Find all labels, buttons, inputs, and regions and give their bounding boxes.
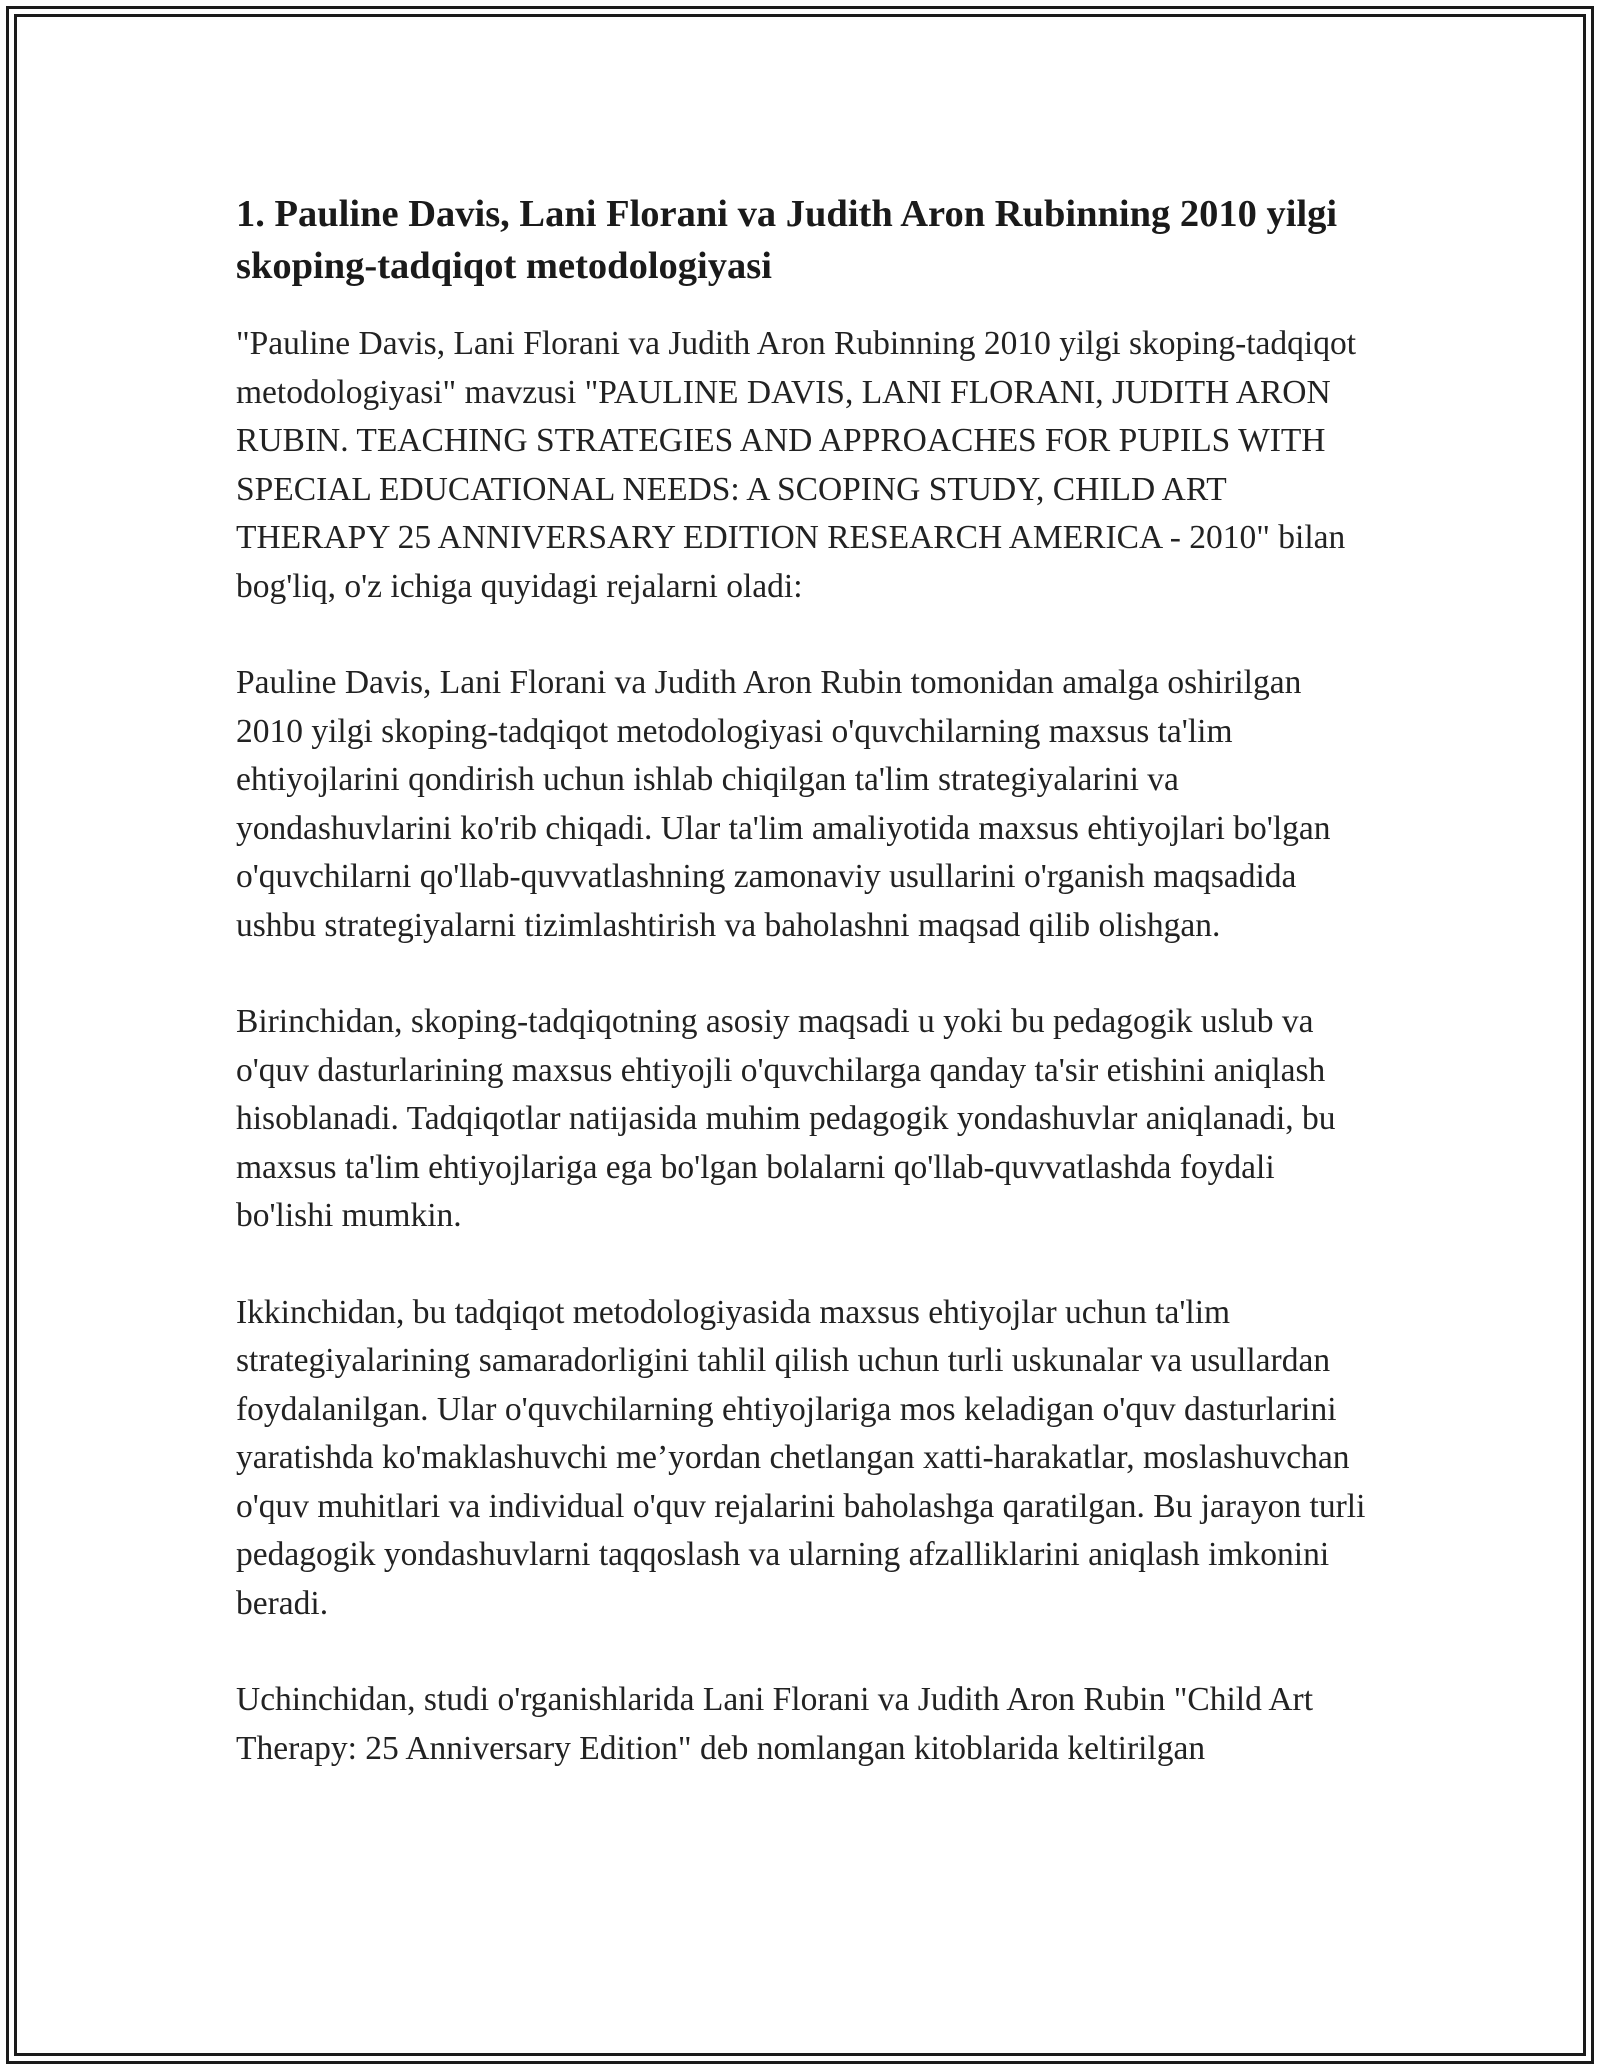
paragraph-first: Birinchidan, skoping-tadqiqotning asosiy maqsadi u yoki bu pedagogik uslub va o'quv dasturlarining maxsus ehtiyojli o'quvchilarga qanday ta'sir etishini aniqlash hisoblanadi. Tadqiqotlar natijasida muhim pedagogik yondashuvlar aniqlanadi, bu maxsus ta'lim ehtiyojlariga ega bo'lgan bolalarni qo'llab-quvvatlashda foydali bo'lishi mumkin. (236, 1003, 1336, 1234)
section-heading: 1. Pauline Davis, Lani Florani va Judith Aron Rubinning 2010 yilgi skoping-tadqiqot metodologiyasi (236, 193, 1338, 287)
paragraph-overview: Pauline Davis, Lani Florani va Judith Aron Rubin tomonidan amalga oshirilgan 2010 yilgi skoping-tadqiqot metodologiyasi o'quvchilarning maxsus ta'lim ehtiyojlarini qondirish uchun ishlab chiqilgan ta'lim strategiyalarini va yondashuvlarini ko'rib chiqadi. Ular ta'lim amaliyotida maxsus ehtiyojlari bo'lgan o'quvchilarni qo'llab-quvvatlashning zamonaviy usullarini o'rganish maqsadida ushbu strategiyalarni tizimlashtirish va baholashni maqsad qilib olishgan. (236, 664, 1331, 944)
paragraph-second: Ikkinchidan, bu tadqiqot metodologiyasida maxsus ehtiyojlar uchun ta'lim strategiyalarining samaradorligini tahlil qilish uchun turli uskunalar va usullardan foydalanilgan. Ular o'quvchilarning ehtiyojlariga mos keladigan o'quv dasturlarini yaratishda ko'maklashuvchi me’yordan chetlangan xatti-harakatlar, moslashuvchan o'quv muhitlari va individual o'quv rejalarini baholashga qaratilgan. Bu jarayon turli pedagogik yondashuvlarni taqqoslash va ularning afzalliklarini aniqlash imkonini beradi. (236, 1293, 1366, 1622)
paragraph-intro: "Pauline Davis, Lani Florani va Judith Aron Rubinning 2010 yilgi skoping-tadqiqot metodologiyasi" mavzusi "PAULINE DAVIS, LANI FLORANI, JUDITH ARON RUBIN. TEACHING STRATEGIES AND APPROACHES FOR PUPILS WITH SPECIAL EDUCATIONAL NEEDS: A SCOPING STUDY, CHILD ART THERAPY 25 ANNIVERSARY EDITION RESEARCH AMERICA - 2010" bilan bog'liq, o'z ichiga quyidagi rejalarni oladi: (236, 325, 1357, 605)
document-body (236, 188, 1366, 1821)
paragraph-third: Uchinchidan, studi o'rganishlarida Lani Florani va Judith Aron Rubin "Child Art Therapy: 25 Anniversary Edition" deb nomlangan kitoblarida keltirilgan (236, 1681, 1314, 1767)
